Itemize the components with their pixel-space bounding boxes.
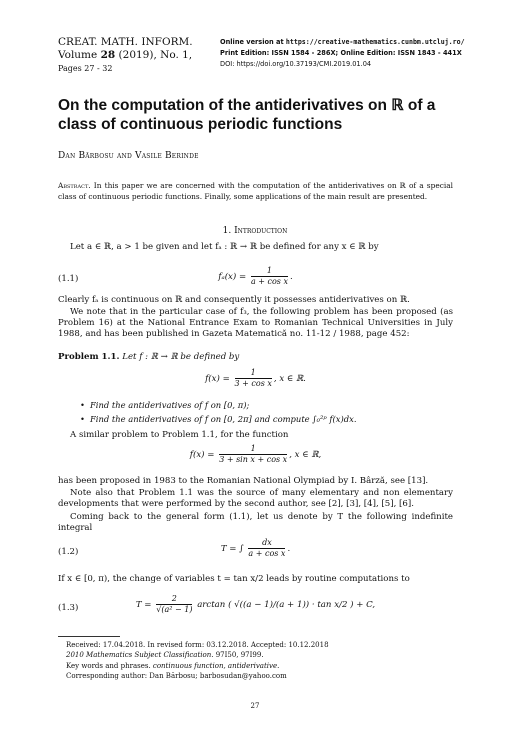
paper-title: On the computation of the antiderivatives on ℝ of a class of continuous periodic functions	[58, 97, 436, 133]
issn-info: Print Edition: ISSN 1584 - 286X; Online Edition: ISSN 1843 - 441X	[220, 49, 462, 57]
journal-name: CREAT. MATH. INFORM.	[58, 36, 193, 48]
received-dates: Received: 17.04.2018. In revised form: 03.12.2018. Accepted: 10.12.2018	[66, 641, 329, 649]
journal-url-link[interactable]: https://creative-mathematics.cunbm.utcluj.ro/	[285, 38, 465, 46]
equation-1-2: (1.2) T = ∫ $\frac{dx}{\text{a + cos x}}$ .	[58, 538, 291, 558]
equation-label: (1.1)	[58, 274, 79, 284]
paper-authors: Dan Bărbosu and Vasile Berinde	[58, 151, 199, 161]
paragraph: We note that in the particular case of f₃, the following problem has been proposed (as Problem 16) at the National Entrance Exam to Romanian Technical Universities in July 1988, and has been published in Gazeta Matematică no. 11-12 / 1988, page 452:	[58, 307, 453, 340]
problem-statement: Problem 1.1. Let f : ℝ → ℝ be defined by	[58, 352, 240, 362]
paragraph: Let a ∈ ℝ, a > 1 be given and let fₐ : ℝ → ℝ be defined for any x ∈ ℝ by	[70, 242, 379, 252]
volume-info: Volume 28 (2019), No. 1,	[58, 49, 193, 61]
online-version: Online version at https://creative-mathematics.cunbm.utcluj.ro/	[220, 38, 465, 46]
problem-equation: f(x) = $\frac{1}{\text{3 + cos x}}$ , x ∈ ℝ.	[205, 368, 306, 388]
paragraph: Clearly fₐ is continuous on ℝ and consequently it possesses antiderivatives on ℝ.	[58, 295, 410, 305]
paragraph: Coming back to the general form (1.1), let us denote by T the following indefinite integral	[58, 512, 453, 534]
journal-header	[58, 36, 193, 75]
problem-bullet: • Find the antiderivatives of f on [0, 2π] and compute ∫₀²ᵖ f(x)dx.	[90, 414, 357, 424]
page-number: 27	[250, 702, 260, 710]
equation-1-3: (1.3) T = $\frac{2}{\text{√(a² − 1)}}$ arctan ( √((a − 1)/(a + 1)) · tan x/2 ) + C,	[58, 594, 376, 614]
problem-bullet: • Find the antiderivatives of f on [0, π);	[90, 400, 249, 410]
equation-1-1: (1.1) fₐ(x) = $\frac{1}{\text{a + cos x}}$ .	[58, 266, 293, 286]
equation-label: (1.2)	[58, 547, 79, 557]
keywords: Key words and phrases. continuous function, antiderivative.	[66, 661, 280, 670]
page-range: Pages 27 - 32	[58, 64, 113, 73]
footnotes	[66, 640, 329, 681]
publication-info	[220, 37, 465, 70]
abstract	[58, 181, 453, 202]
abstract-label: Abstract.	[58, 181, 91, 190]
equation-olympiad: f(x) = $\frac{1}{\text{3 + sin x + cos x}}$ , x ∈ ℝ,	[189, 444, 322, 464]
doi-link[interactable]: DOI: https://doi.org/10.37193/CMI.2019.01.04	[220, 60, 372, 68]
msc-classification: 2010 Mathematics Subject Classification. 97I50, 97I99.	[66, 651, 264, 660]
paragraph: has been proposed in 1983 to the Romanian National Olympiad by I. Bârză, see [13].	[58, 476, 429, 486]
equation-label: (1.3)	[58, 603, 79, 613]
paragraph: A similar problem to Problem 1.1, for the function	[70, 430, 289, 440]
corresponding-author: Corresponding author: Dan Bărbosu; barbosudan@yahoo.com	[66, 671, 287, 680]
paragraph: Note also that Problem 1.1 was the source of many elementary and non elementary developments that were performed by the second author, see [2], [3], [4], [5], [6].	[58, 488, 453, 510]
paragraph: If x ∈ [0, π), the change of variables t = tan x/2 leads by routine computations to	[58, 574, 410, 584]
footnote-rule	[58, 636, 120, 637]
abstract-text: In this paper we are concerned with the computation of the antiderivatives on ℝ of a special class of continuous periodic functions. Finally, some applications of the main result are presented.	[58, 181, 453, 201]
section-heading: 1. Introduction	[222, 226, 288, 236]
